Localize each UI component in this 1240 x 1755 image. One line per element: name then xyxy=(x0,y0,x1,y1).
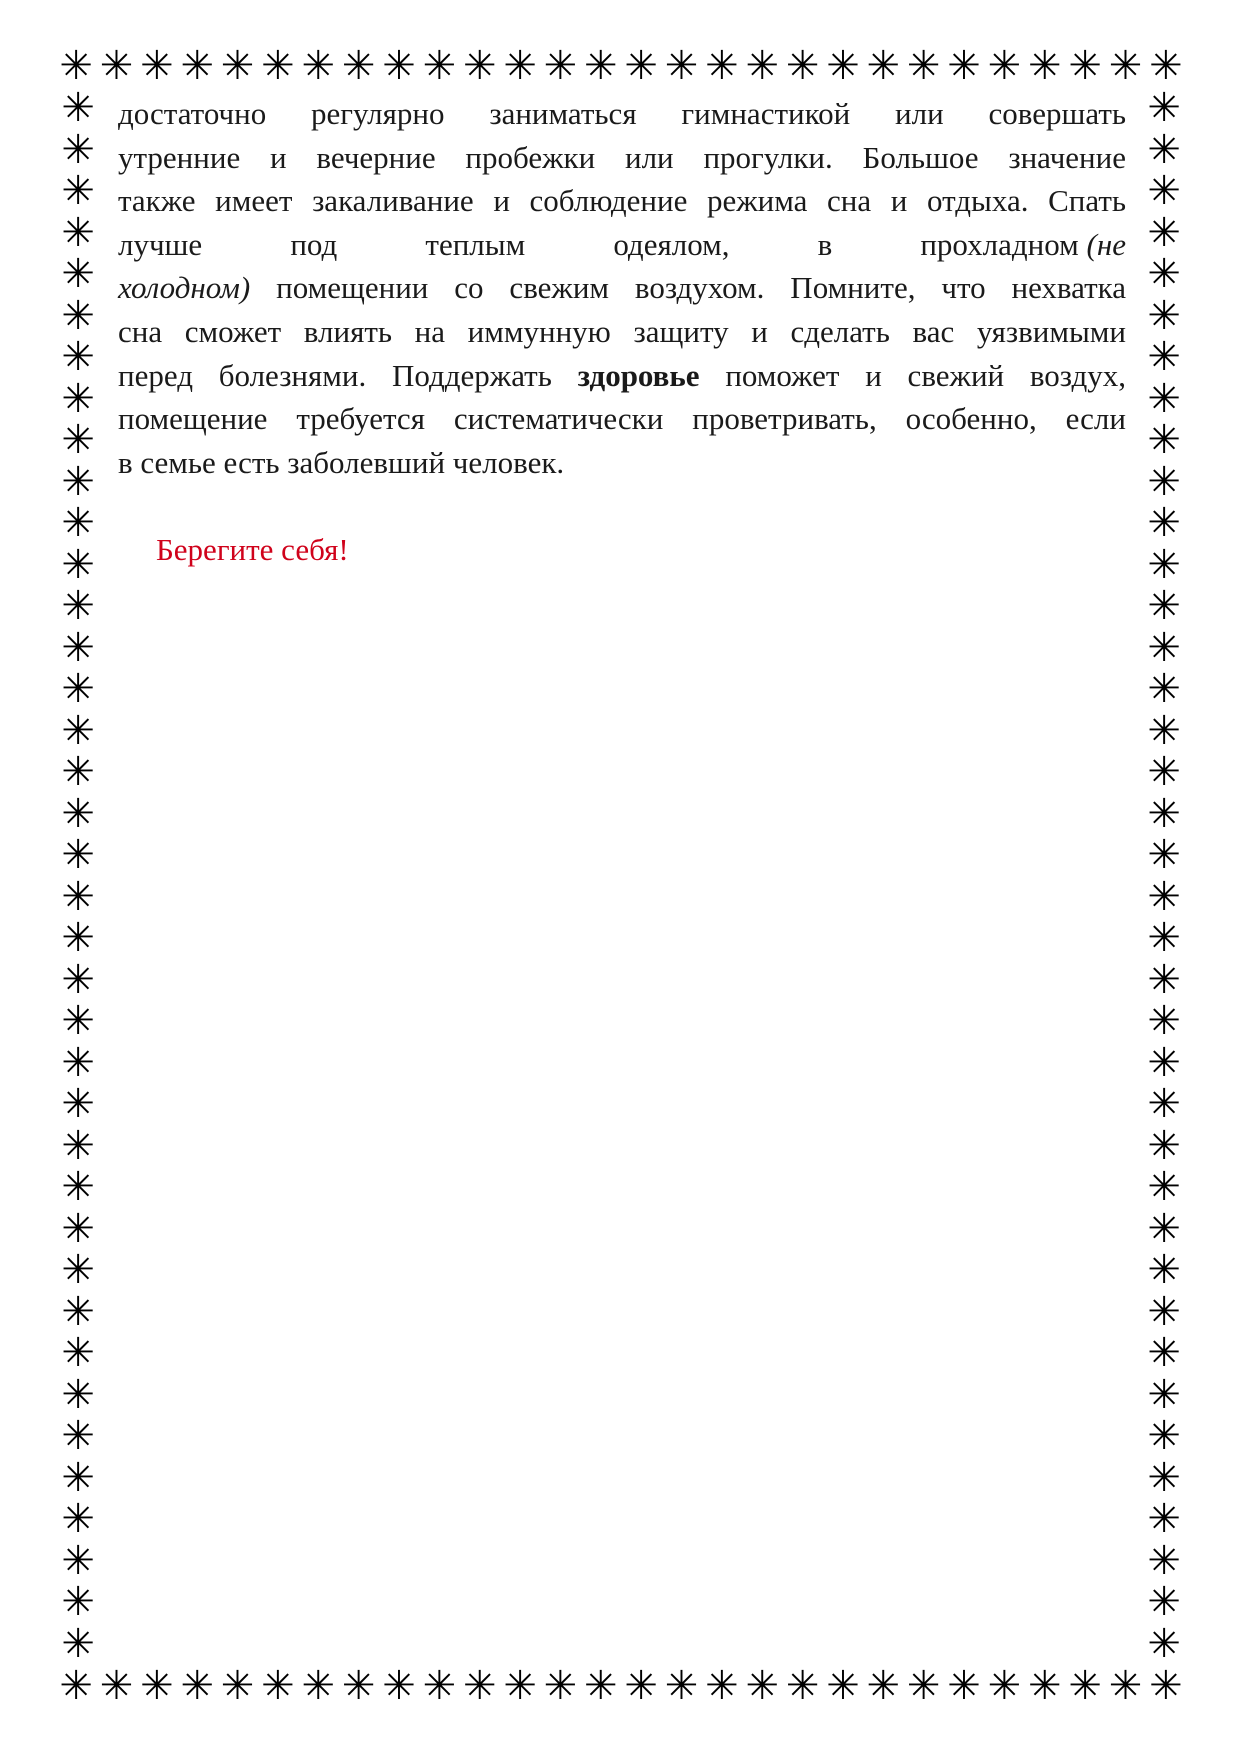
asterisk-flower-icon: ✳ xyxy=(341,1663,376,1709)
text-fragment: помещении со свежим воздухом. Помните, что нехватка xyxy=(276,270,1126,306)
asterisk-flower-icon: ✳ xyxy=(906,1663,941,1709)
asterisk-flower-icon: ✳ xyxy=(1147,956,1181,1003)
asterisk-flower-icon: ✳ xyxy=(664,1663,699,1709)
asterisk-flower-icon: ✳ xyxy=(1147,1454,1181,1501)
text-line xyxy=(118,354,1126,398)
asterisk-flower-icon: ✳ xyxy=(422,43,456,89)
asterisk-flower-icon: ✳ xyxy=(61,1081,95,1127)
asterisk-flower-icon: ✳ xyxy=(61,126,95,173)
asterisk-flower-icon: ✳ xyxy=(61,85,95,131)
asterisk-flower-icon: ✳ xyxy=(61,458,95,505)
asterisk-flower-icon: ✳ xyxy=(543,43,578,89)
asterisk-flower-icon: ✳ xyxy=(61,1579,95,1625)
asterisk-flower-icon: ✳ xyxy=(61,790,95,837)
asterisk-flower-icon: ✳ xyxy=(1147,624,1181,671)
word: в xyxy=(817,226,833,262)
asterisk-flower-icon: ✳ xyxy=(61,1164,95,1210)
text-line: сна сможет влиять на иммунную защиту и сделать вас уязвимыми xyxy=(118,313,1126,349)
asterisk-flower-icon: ✳ xyxy=(1027,43,1062,89)
asterisk-flower-icon: ✳ xyxy=(61,209,95,256)
asterisk-flower-icon: ✳ xyxy=(1147,1371,1181,1418)
asterisk-flower-icon: ✳ xyxy=(1147,1413,1181,1459)
asterisk-flower-icon: ✳ xyxy=(1147,1122,1181,1169)
asterisk-flower-icon: ✳ xyxy=(61,251,95,297)
asterisk-flower-icon: ✳ xyxy=(1147,334,1181,380)
asterisk-flower-icon: ✳ xyxy=(61,1454,95,1501)
asterisk-flower-icon: ✳ xyxy=(1147,1496,1181,1542)
asterisk-flower-icon: ✳ xyxy=(745,43,779,89)
asterisk-flower-icon: ✳ xyxy=(61,1371,95,1418)
asterisk-flower-icon: ✳ xyxy=(61,707,95,754)
asterisk-flower-icon: ✳ xyxy=(61,998,95,1044)
asterisk-flower-icon: ✳ xyxy=(624,1663,658,1709)
asterisk-flower-icon: ✳ xyxy=(906,43,941,89)
asterisk-flower-icon: ✳ xyxy=(1068,1663,1102,1709)
word: под xyxy=(290,226,338,262)
asterisk-flower-icon: ✳ xyxy=(583,43,618,89)
asterisk-flower-icon: ✳ xyxy=(1147,1620,1181,1667)
asterisk-flower-icon: ✳ xyxy=(1147,583,1181,629)
text-line: достаточно регулярно заниматься гимнастикой или совершать xyxy=(118,96,1126,131)
asterisk-flower-icon: ✳ xyxy=(1147,707,1181,754)
asterisk-flower-icon: ✳ xyxy=(61,1537,95,1584)
asterisk-flower-icon: ✳ xyxy=(866,43,900,89)
asterisk-flower-icon: ✳ xyxy=(61,832,95,878)
word: лучше xyxy=(118,226,203,262)
word-cool: прохладном xyxy=(920,226,1079,262)
asterisk-flower-icon: ✳ xyxy=(1147,292,1181,339)
asterisk-flower-icon: ✳ xyxy=(1147,126,1181,173)
asterisk-flower-icon: ✳ xyxy=(1147,417,1181,463)
asterisk-flower-icon: ✳ xyxy=(99,1663,134,1709)
asterisk-flower-icon: ✳ xyxy=(1147,500,1181,546)
asterisk-flower-icon: ✳ xyxy=(61,500,95,546)
asterisk-flower-icon: ✳ xyxy=(1147,666,1181,712)
word: одеялом, xyxy=(613,226,730,262)
border-left xyxy=(56,85,100,1667)
body-text xyxy=(118,92,1126,484)
asterisk-flower-icon: ✳ xyxy=(61,1122,95,1169)
text-line: помещение требуется систематически проветривать, особенно, если xyxy=(118,401,1126,437)
asterisk-flower-icon: ✳ xyxy=(1147,1330,1181,1376)
asterisk-flower-icon: ✳ xyxy=(1147,541,1181,588)
word: теплым xyxy=(425,226,526,262)
asterisk-flower-icon: ✳ xyxy=(382,43,416,89)
asterisk-flower-icon: ✳ xyxy=(220,1663,255,1709)
asterisk-flower-icon: ✳ xyxy=(261,43,295,89)
asterisk-flower-icon: ✳ xyxy=(1148,1663,1183,1709)
italic-note-start: (не xyxy=(1086,226,1126,262)
asterisk-flower-icon: ✳ xyxy=(1147,1081,1181,1127)
closing-phrase: Берегите себя! xyxy=(156,532,349,567)
asterisk-flower-icon: ✳ xyxy=(1147,1247,1181,1293)
asterisk-flower-icon: ✳ xyxy=(61,915,95,961)
asterisk-flower-icon: ✳ xyxy=(987,43,1022,89)
text-fragment: перед болезнями. Поддержать xyxy=(118,357,552,393)
asterisk-flower-icon: ✳ xyxy=(301,1663,335,1709)
word xyxy=(920,223,1126,267)
asterisk-flower-icon: ✳ xyxy=(59,1663,93,1709)
asterisk-flower-icon: ✳ xyxy=(1147,85,1181,131)
asterisk-flower-icon: ✳ xyxy=(785,1663,820,1709)
asterisk-flower-icon: ✳ xyxy=(61,1413,95,1459)
asterisk-flower-icon: ✳ xyxy=(61,666,95,712)
asterisk-flower-icon: ✳ xyxy=(1147,915,1181,961)
asterisk-flower-icon: ✳ xyxy=(503,43,537,89)
asterisk-flower-icon: ✳ xyxy=(1147,375,1181,422)
asterisk-flower-icon: ✳ xyxy=(1147,873,1181,920)
asterisk-flower-icon: ✳ xyxy=(261,1663,295,1709)
asterisk-flower-icon: ✳ xyxy=(180,1663,214,1709)
text-line: утренние и вечерние пробежки или прогулки. Большое значение xyxy=(118,139,1126,175)
asterisk-flower-icon: ✳ xyxy=(61,956,95,1003)
asterisk-flower-icon: ✳ xyxy=(61,541,95,588)
asterisk-flower-icon: ✳ xyxy=(1027,1663,1062,1709)
asterisk-flower-icon: ✳ xyxy=(1147,458,1181,505)
asterisk-flower-icon: ✳ xyxy=(61,873,95,920)
asterisk-flower-icon: ✳ xyxy=(61,624,95,671)
asterisk-flower-icon: ✳ xyxy=(1147,1288,1181,1335)
asterisk-flower-icon: ✳ xyxy=(866,1663,900,1709)
asterisk-flower-icon: ✳ xyxy=(704,1663,739,1709)
bold-word: здоровье xyxy=(577,357,700,393)
asterisk-flower-icon: ✳ xyxy=(1148,43,1183,89)
asterisk-flower-icon: ✳ xyxy=(664,43,699,89)
text-line xyxy=(118,223,1126,267)
asterisk-flower-icon: ✳ xyxy=(301,43,335,89)
asterisk-flower-icon: ✳ xyxy=(220,43,255,89)
asterisk-flower-icon: ✳ xyxy=(59,43,93,89)
asterisk-flower-icon: ✳ xyxy=(61,1496,95,1542)
asterisk-flower-icon: ✳ xyxy=(61,1247,95,1293)
asterisk-flower-icon: ✳ xyxy=(1147,790,1181,837)
asterisk-flower-icon: ✳ xyxy=(462,1663,497,1709)
asterisk-flower-icon: ✳ xyxy=(1108,43,1143,89)
asterisk-flower-icon: ✳ xyxy=(61,583,95,629)
text-line: также имеет закаливание и соблюдение режима сна и отдыха. Спать xyxy=(118,183,1126,219)
asterisk-flower-icon: ✳ xyxy=(745,1663,779,1709)
asterisk-flower-icon: ✳ xyxy=(503,1663,537,1709)
asterisk-flower-icon: ✳ xyxy=(99,43,134,89)
asterisk-flower-icon: ✳ xyxy=(422,1663,456,1709)
asterisk-flower-icon: ✳ xyxy=(61,1620,95,1667)
border-right xyxy=(1142,85,1186,1667)
asterisk-flower-icon: ✳ xyxy=(61,1205,95,1252)
asterisk-flower-icon: ✳ xyxy=(1147,209,1181,256)
asterisk-flower-icon: ✳ xyxy=(624,43,658,89)
text-line: в семье есть заболевший человек. xyxy=(118,444,565,480)
asterisk-flower-icon: ✳ xyxy=(1147,1537,1181,1584)
asterisk-flower-icon: ✳ xyxy=(1147,998,1181,1044)
border-top xyxy=(56,44,1186,88)
asterisk-flower-icon: ✳ xyxy=(826,1663,860,1709)
asterisk-flower-icon: ✳ xyxy=(1147,1164,1181,1210)
text-fragment: поможет и свежий воздух, xyxy=(725,357,1127,393)
asterisk-flower-icon: ✳ xyxy=(583,1663,618,1709)
asterisk-flower-icon: ✳ xyxy=(61,417,95,463)
border-bottom xyxy=(56,1664,1186,1708)
text-line xyxy=(118,266,1126,310)
asterisk-flower-icon: ✳ xyxy=(1147,1205,1181,1252)
asterisk-flower-icon: ✳ xyxy=(543,1663,578,1709)
asterisk-flower-icon: ✳ xyxy=(1147,168,1181,214)
asterisk-flower-icon: ✳ xyxy=(61,1039,95,1086)
italic-note-end: холодном) xyxy=(118,270,251,306)
asterisk-flower-icon: ✳ xyxy=(1147,749,1181,795)
asterisk-flower-icon: ✳ xyxy=(61,1288,95,1335)
asterisk-flower-icon: ✳ xyxy=(341,43,376,89)
asterisk-flower-icon: ✳ xyxy=(1147,1579,1181,1625)
asterisk-flower-icon: ✳ xyxy=(947,43,981,89)
asterisk-flower-icon: ✳ xyxy=(462,43,497,89)
asterisk-flower-icon: ✳ xyxy=(1147,832,1181,878)
asterisk-flower-icon: ✳ xyxy=(61,749,95,795)
asterisk-flower-icon: ✳ xyxy=(139,43,174,89)
asterisk-flower-icon: ✳ xyxy=(180,43,214,89)
asterisk-flower-icon: ✳ xyxy=(139,1663,174,1709)
asterisk-flower-icon: ✳ xyxy=(1147,1039,1181,1086)
asterisk-flower-icon: ✳ xyxy=(61,1330,95,1376)
asterisk-flower-icon: ✳ xyxy=(987,1663,1022,1709)
asterisk-flower-icon: ✳ xyxy=(785,43,820,89)
asterisk-flower-icon: ✳ xyxy=(826,43,860,89)
asterisk-flower-icon: ✳ xyxy=(704,43,739,89)
asterisk-flower-icon: ✳ xyxy=(1147,251,1181,297)
asterisk-flower-icon: ✳ xyxy=(61,292,95,339)
asterisk-flower-icon: ✳ xyxy=(1068,43,1102,89)
asterisk-flower-icon: ✳ xyxy=(1108,1663,1143,1709)
asterisk-flower-icon: ✳ xyxy=(61,168,95,214)
asterisk-flower-icon: ✳ xyxy=(61,334,95,380)
asterisk-flower-icon: ✳ xyxy=(61,375,95,422)
asterisk-flower-icon: ✳ xyxy=(382,1663,416,1709)
asterisk-flower-icon: ✳ xyxy=(947,1663,981,1709)
